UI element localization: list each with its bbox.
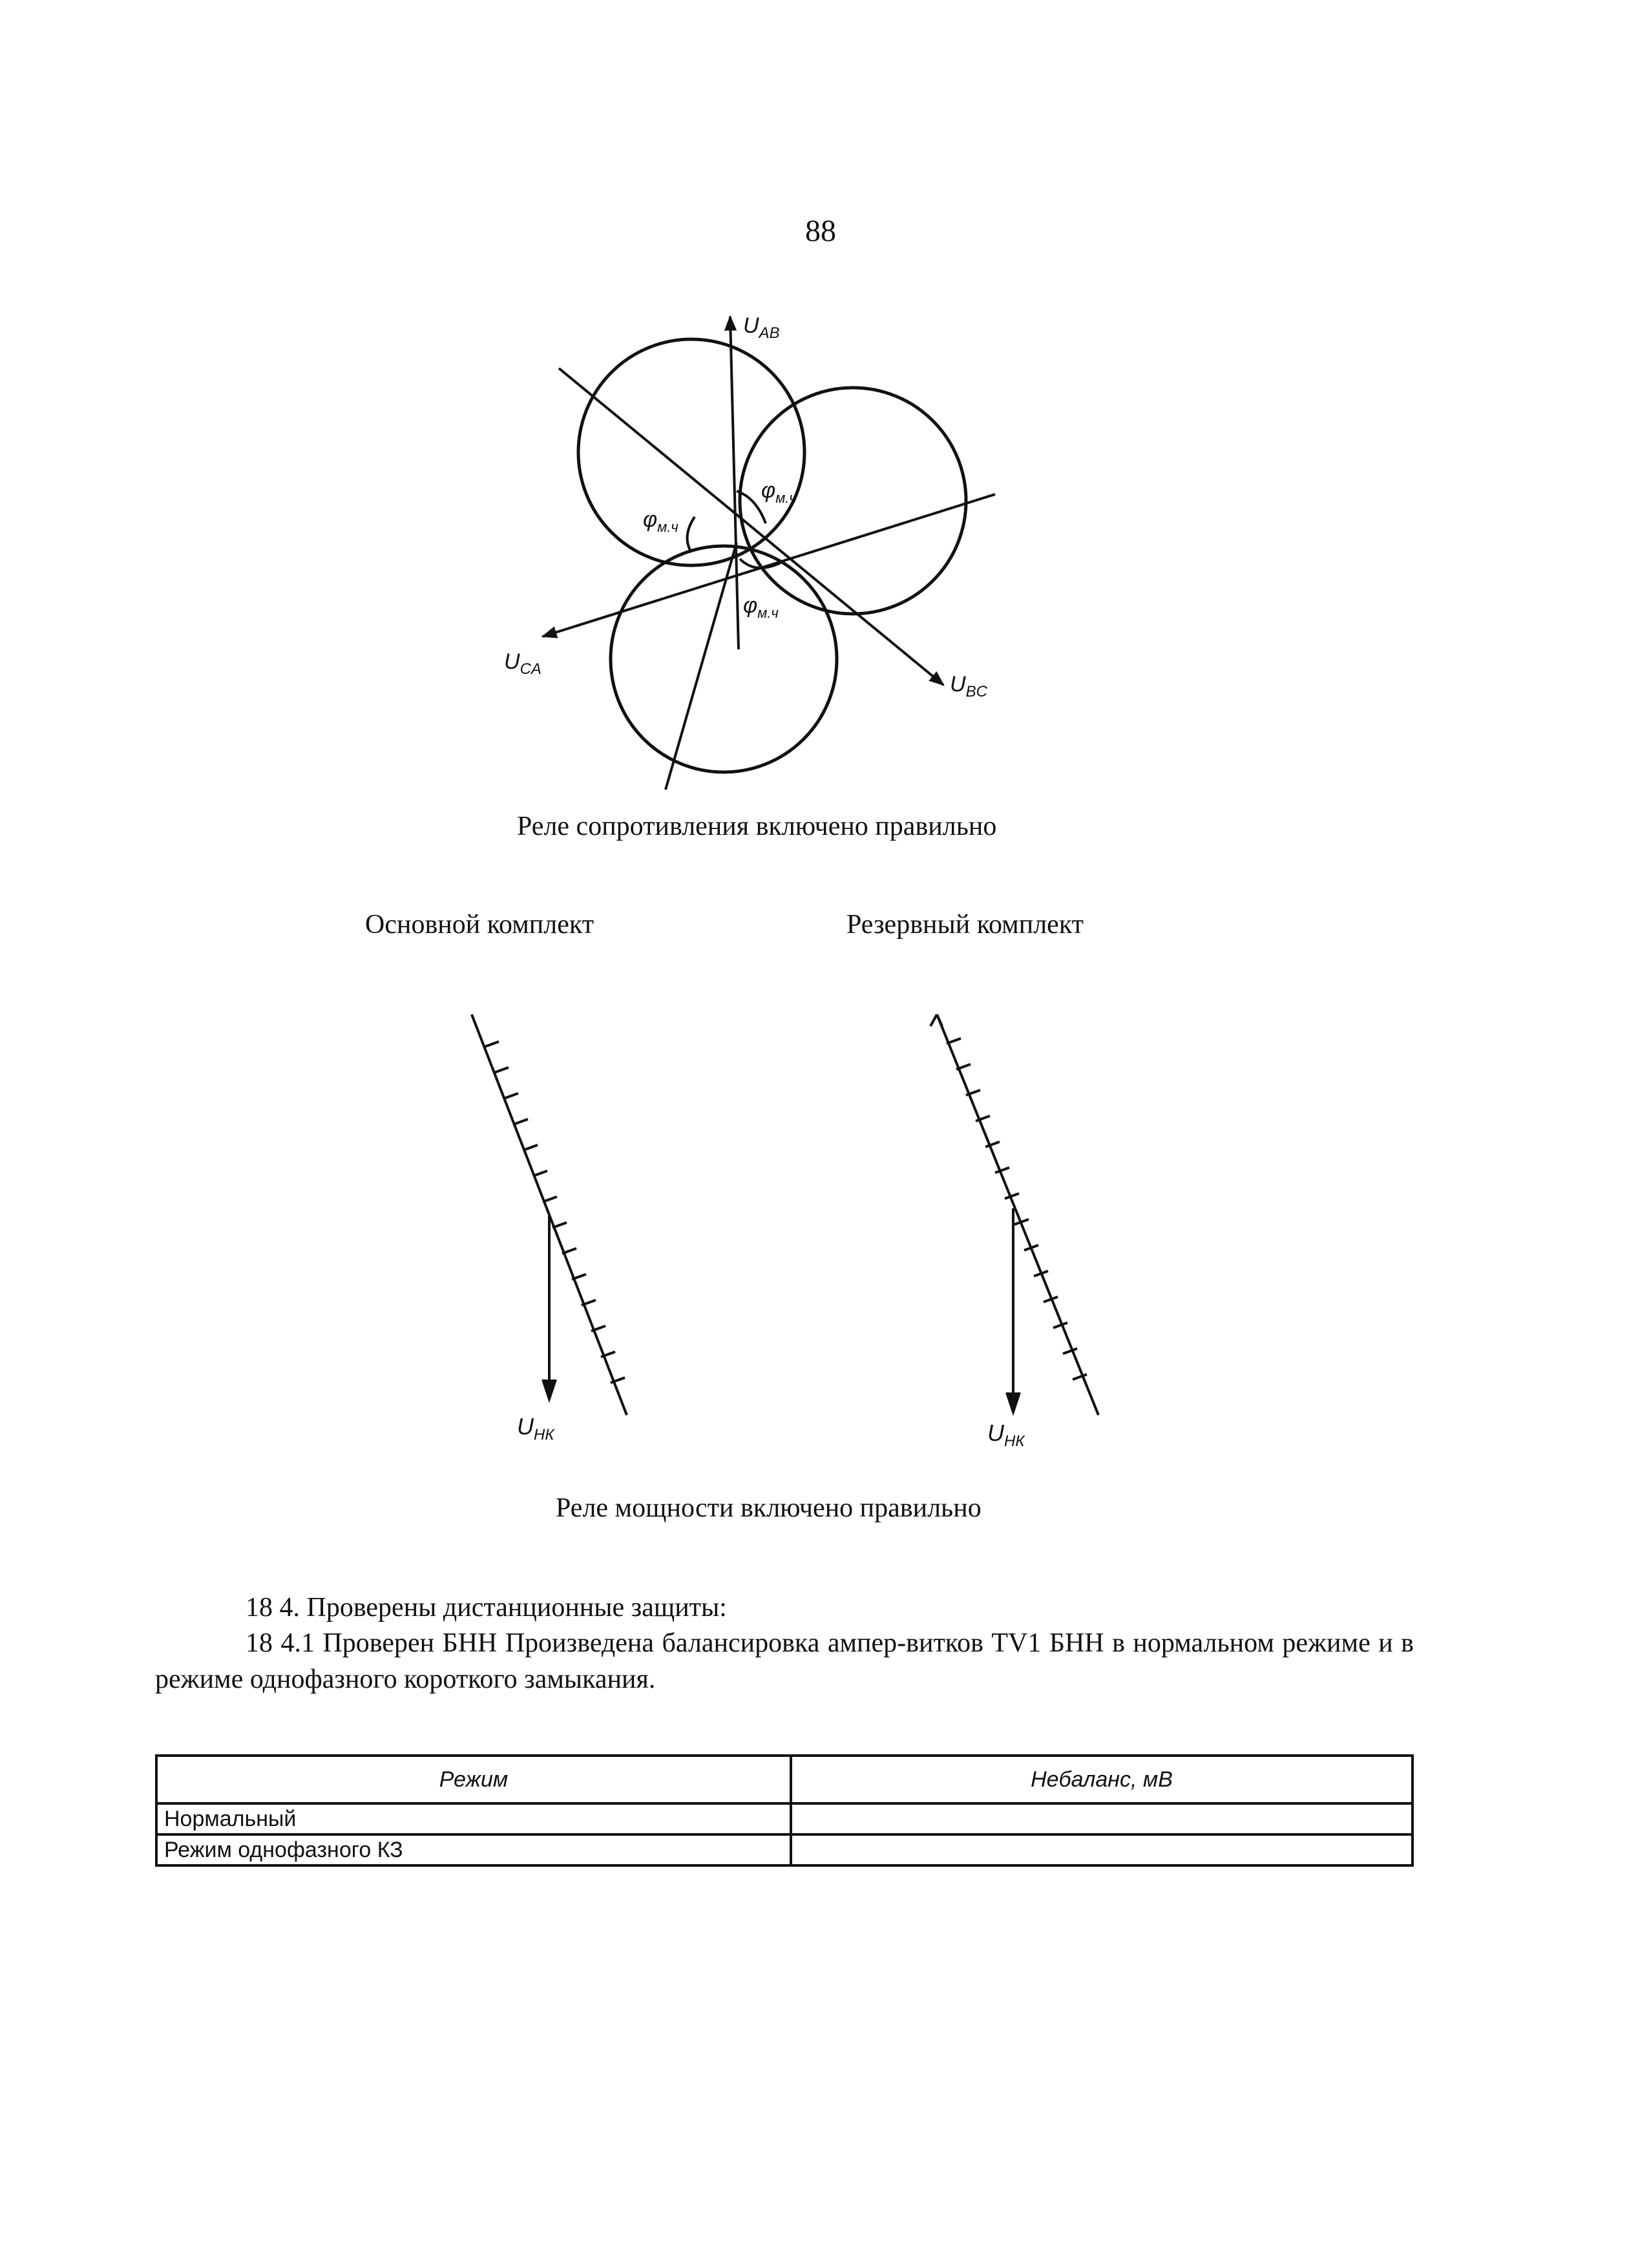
caption-impedance: Реле сопротивления включено правильно xyxy=(517,812,997,841)
label-phi-2: $\varphi_{м.ч}$ xyxy=(761,478,797,506)
table-row xyxy=(156,1803,1413,1834)
balance-table xyxy=(155,1754,1414,1867)
boundary-line xyxy=(937,1014,1098,1415)
impedance-relay-diagram xyxy=(478,304,1060,808)
label-phi-3: $\varphi_{м.ч}$ xyxy=(743,593,779,621)
cell-imbalance xyxy=(791,1834,1413,1865)
caption-power: Реле мощности включено правильно xyxy=(556,1493,982,1523)
angle-arc-1 xyxy=(688,517,695,552)
hatching xyxy=(485,1042,625,1383)
axis-extra xyxy=(666,543,737,790)
cell-mode: Нормальный xyxy=(156,1803,791,1834)
table-header-row xyxy=(156,1756,1413,1803)
page-number: 88 xyxy=(805,214,836,248)
label-u-bc: $U_{BC}$ xyxy=(950,672,987,700)
cell-mode: Режим однофазного КЗ xyxy=(156,1834,791,1865)
label-phi-1: $\varphi_{м.ч}$ xyxy=(643,507,678,535)
title-main-set: Основной комплект xyxy=(365,910,594,940)
label-u-ca: $U_{CA}$ xyxy=(504,649,541,678)
circle-ab xyxy=(578,339,804,565)
power-relay-reserve-diagram xyxy=(911,995,1118,1460)
paragraph-1: 18 4. Проверены дистанционные защиты: xyxy=(246,1593,727,1622)
axis-u-ab xyxy=(730,317,739,649)
cell-imbalance xyxy=(791,1803,1413,1834)
power-relay-main-diagram xyxy=(446,995,653,1460)
label-u-nk: $U_{НК}$ xyxy=(987,1420,1025,1450)
header-mode: Режим xyxy=(156,1756,791,1803)
label-u-nk: $U_{НК}$ xyxy=(517,1413,554,1444)
table-row xyxy=(156,1834,1413,1865)
title-reserve-set: Резервный комплект xyxy=(846,910,1084,940)
axis-u-bc xyxy=(559,368,943,685)
paragraph-2: 18 4.1 Проверен БНН Произведена балансировка ампер-витков TV1 БНН в нормальном режиме и в режиме однофазного короткого замыкания. xyxy=(155,1628,1414,1694)
label-u-ab: $U_{AB}$ xyxy=(743,313,780,342)
header-imbalance: Небаланс, мВ xyxy=(791,1756,1413,1803)
